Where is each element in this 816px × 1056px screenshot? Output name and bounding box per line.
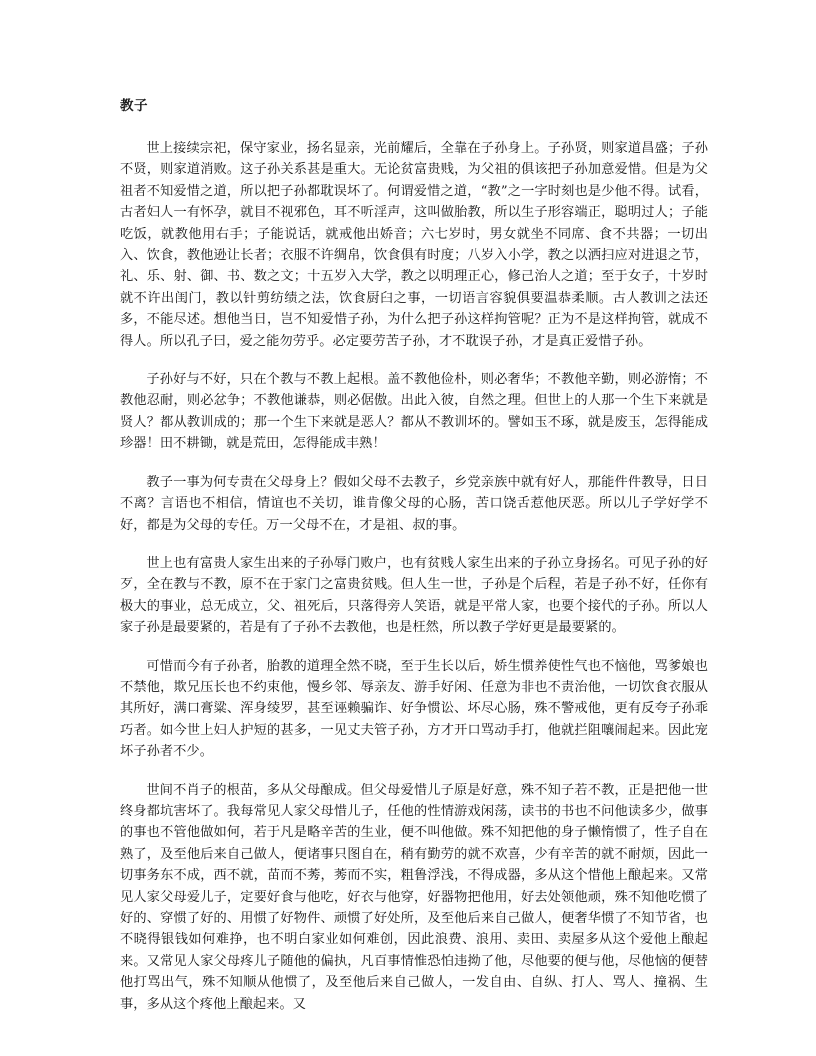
paragraph: 世间不肖子的根苗，多从父母酿成。但父母爱惜儿子原是好意，殊不知子若不教，正是把他一世终身都坑害坏了。我每常见人家父母惜儿子，任他的性情游戏闲荡，读书的书也不问他读多少，做事的事也不管他做如何，若于凡是略辛苦的生业，便不叫他做。殊不知把他的身子懒惰惯了，性子自在熟了，及至他后来自己做人，便诸事只图自在，稍有勤劳的就不欢喜，少有辛苦的就不耐烦，因此一切事务东不成，西不就，苗而不莠，莠而不实，粗鲁浮浅，不得成器，多从这个惜他上酿起来。又常见人家父母爱儿子，定要好食与他吃，好衣与他穿，好器物把他用，好去处领他顽，殊不知他吃惯了好的、穿惯了好的、用惯了好物件、顽惯了好处所，及至他后来自己做人，便奢华惯了不知节省，也不晓得银钱如何难挣，也不明白家业如何难创，因此浪费、浪用、卖田、卖屋多从这个爱他上酿起来。又常见人家父母疼儿子随他的偏执，凡百事情惟恐怕违拗了他，尽他要的便与他，尽他恼的便替他打骂出气，殊不知顺从他惯了，及至他后来自己做人，一发自由、自纵、打人、骂人、撞祸、生事，多从这个疼他上酿起来。又 [120,782,708,1012]
paragraph: 子孙好与不好，只在个教与不教上起根。盖不教他俭朴，则必奢华；不教他辛勤，则必游惰；不教他忍耐，则必忿争；不教他谦恭，则必倨傲。出此入彼，自然之理。但世上的人那一个生下来就是贤人？都从教训成的；那一个生下来就是恶人？都从不教训坏的。譬如玉不琢，就是废玉，怎得能成珍器！田不耕锄，就是荒田，怎得能成丰熟！ [120,372,708,452]
paragraph: 世上接续宗祀，保守家业，扬名显亲，光前耀后，全靠在子孙身上。子孙贤，则家道昌盛；子孙不贤，则家道消败。这子孙关系甚是重大。无论贫富贵贱，为父祖的俱该把子孙加意爱惜。但是为父祖者不知爱惜之道，所以把子孙都耽误坏了。何谓爱惜之道，“教”之一字时刻也是少他不得。试看，古者妇人一有怀孕，就目不视邪色，耳不听淫声，这叫做胎教，所以生子形容端正，聪明过人；子能吃饭，就教他用右手；子能说话，就戒他出娇音；六七岁时，男女就坐不同席、食不共器；一切出入、饮食，教他逊让长者；衣服不许绸帛，饮食俱有时度；八岁入小学，教之以洒扫应对进退之节，礼、乐、射、御、书、数之文；十五岁入大学，教之以明理正心，修己治人之道；至于女子，十岁时就不许出闺门，教以针剪纺绩之法，饮食厨臼之事，一切语言容貌俱要温恭柔顺。古人教训之法还多，不能尽述。想他当日，岂不知爱惜子孙，为什么把子孙这样拘管呢？正为不是这样拘管，就成不得人。所以孔子曰，爱之能勿劳乎。必定要劳苦子孙，才不耽误子孙，才是真正爱惜子孙。 [120,141,708,349]
paragraph: 世上也有富贵人家生出来的子孙辱门败户，也有贫贱人家生出来的子孙立身扬名。可见子孙的好歹，全在教与不教，原不在于家门之富贵贫贱。但人生一世，子孙是个后程，若是子孙不好，任你有极大的事业，总无成立，父、祖死后，只落得旁人笑语，就是平常人家，也要个接代的子孙。所以人家子孙是最要紧的，若是有了子孙不去教他，也是枉然，所以教子学好更是最要紧的。 [120,555,708,636]
paragraph: 教子一事为何专责在父母身上？假如父母不去教子，乡党亲族中就有好人，那能件件教导，日日不离？言语也不相信，情谊也不关切，谁肯像父母的心肠，苦口饶舌惹他厌恶。所以儿子学好学不好，都是为父母的专任。万一父母不在，才是祖、叔的事。 [120,474,708,533]
page-title: 教子 [120,98,148,114]
document-body [120,138,708,1015]
paragraph: 可惜而今有子孙者，胎教的道理全然不晓，至于生长以后，娇生惯养使性气也不恼他，骂爹娘也不禁他，欺兄压长也不约束他，慢乡邻、辱亲友、游手好闲、任意为非也不责治他，一切饮食衣服从其所好，满口膏粱、浑身绫罗，甚至诬赖骗诈、好争惯讼、坏尽心肠，殊不警戒他，更有反夸子孙乖巧者。如今世上妇人护短的甚多，一见丈夫管子孙，方才开口骂动手打，他就拦阻嚷闹起来。因此宠坏子孙者不少。 [120,658,708,760]
